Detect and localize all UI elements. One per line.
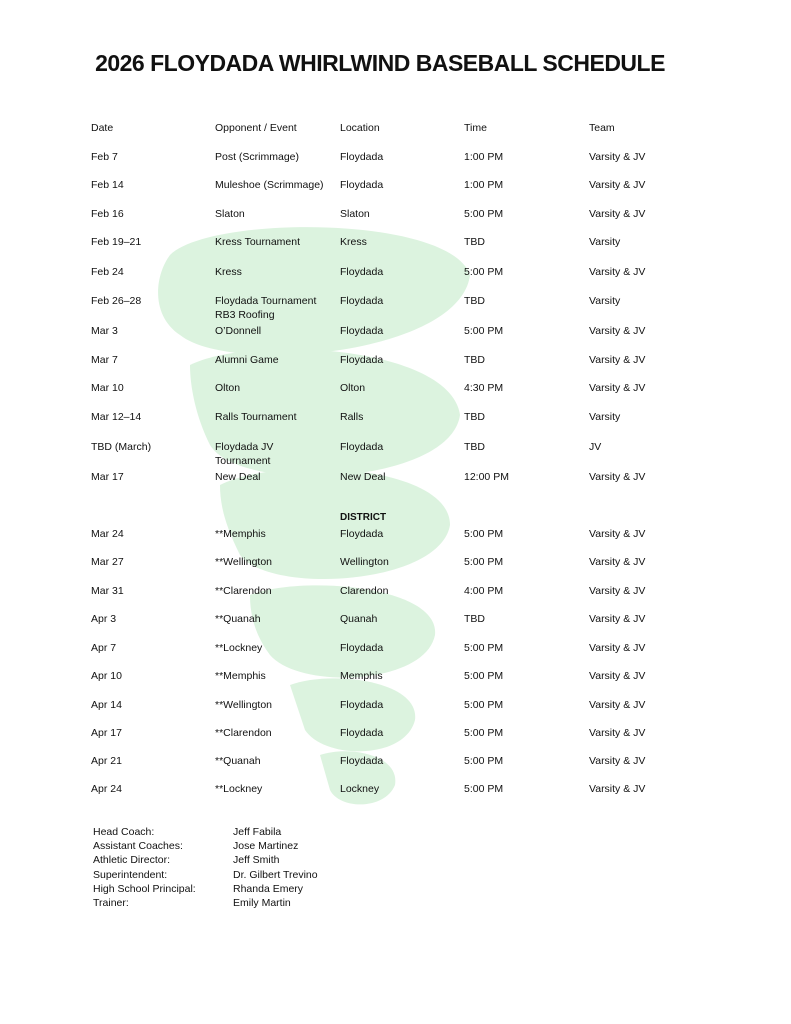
cell-location: Floydada bbox=[340, 151, 384, 163]
cell-team: Varsity & JV bbox=[589, 382, 646, 394]
cell-date: Mar 7 bbox=[91, 354, 118, 366]
cell-team: Varsity & JV bbox=[589, 699, 646, 711]
cell-location: Quanah bbox=[340, 613, 378, 625]
cell-opponent: **Lockney bbox=[215, 783, 263, 795]
cell-location: Clarendon bbox=[340, 585, 389, 597]
cell-opponent: **Memphis bbox=[215, 670, 266, 682]
cell-location: Wellington bbox=[340, 556, 389, 568]
staff-row bbox=[93, 825, 318, 839]
cell-location: Floydada bbox=[340, 295, 384, 307]
header-date: Date bbox=[91, 122, 114, 134]
cell-opponent: **Lockney bbox=[215, 642, 263, 654]
cell-location: Floydada bbox=[340, 642, 384, 654]
staff-role: Superintendent: bbox=[93, 868, 168, 881]
cell-date: Apr 3 bbox=[91, 613, 117, 625]
staff-role: Athletic Director: bbox=[93, 854, 171, 867]
cell-opponent: Kress Tournament bbox=[215, 236, 301, 248]
cell-date: Apr 10 bbox=[91, 670, 122, 682]
cell-team: Varsity & JV bbox=[589, 613, 646, 625]
district-label: DISTRICT bbox=[340, 512, 387, 523]
cell-time: 5:00 PM bbox=[464, 755, 504, 767]
cell-date: TBD (March) bbox=[91, 441, 152, 453]
cell-team: Varsity & JV bbox=[589, 179, 646, 191]
cell-time: TBD bbox=[464, 354, 485, 366]
cell-team: Varsity & JV bbox=[589, 585, 646, 597]
cell-date: Feb 14 bbox=[91, 179, 124, 191]
cell-team: Varsity & JV bbox=[589, 556, 646, 568]
cell-time: 5:00 PM bbox=[464, 783, 504, 795]
cell-opponent: Floydada JV Tournament bbox=[215, 441, 274, 467]
cell-location: Floydada bbox=[340, 441, 384, 453]
cell-time: 1:00 PM bbox=[464, 179, 504, 191]
cell-time: TBD bbox=[464, 411, 485, 423]
cell-location: Floydada bbox=[340, 325, 384, 337]
staff-list bbox=[93, 825, 318, 910]
cell-team: Varsity & JV bbox=[589, 783, 646, 795]
cell-opponent: Muleshoe (Scrimmage) bbox=[215, 179, 324, 191]
staff-name: Rhanda Emery bbox=[233, 882, 304, 895]
cell-date: Mar 27 bbox=[91, 556, 124, 568]
cell-time: 4:00 PM bbox=[464, 585, 504, 597]
staff-row bbox=[93, 896, 318, 910]
staff-row bbox=[93, 853, 318, 867]
cell-location: Floydada bbox=[340, 528, 384, 540]
cell-date: Mar 3 bbox=[91, 325, 118, 337]
cell-opponent: Post (Scrimmage) bbox=[215, 151, 300, 163]
cell-opponent: **Memphis bbox=[215, 528, 266, 540]
cell-location: Floydada bbox=[340, 354, 384, 366]
cell-team: Varsity & JV bbox=[589, 528, 646, 540]
cell-opponent: New Deal bbox=[215, 471, 261, 483]
cell-opponent: Ralls Tournament bbox=[215, 411, 297, 423]
cell-date: Mar 17 bbox=[91, 471, 124, 483]
cell-time: 5:00 PM bbox=[464, 670, 504, 682]
cell-location: New Deal bbox=[340, 471, 386, 483]
cell-team: Varsity & JV bbox=[589, 670, 646, 682]
staff-role: Assistant Coaches: bbox=[93, 840, 183, 853]
cell-location: Kress bbox=[340, 236, 367, 248]
header-location: Location bbox=[340, 122, 380, 134]
cell-time: 5:00 PM bbox=[464, 699, 504, 711]
cell-opponent: Olton bbox=[215, 382, 241, 394]
cell-location: Floydada bbox=[340, 699, 384, 711]
cell-opponent: Floydada Tournament RB3 Roofing bbox=[215, 295, 317, 321]
staff-name: Emily Martin bbox=[233, 897, 291, 910]
cell-location: Floydada bbox=[340, 266, 384, 278]
header-team: Team bbox=[589, 122, 615, 134]
cell-opponent: Kress bbox=[215, 266, 242, 278]
header-time: Time bbox=[464, 122, 487, 134]
cell-team: Varsity & JV bbox=[589, 727, 646, 739]
cell-date: Mar 12–14 bbox=[91, 411, 142, 423]
cell-team: Varsity & JV bbox=[589, 755, 646, 767]
cell-location: Olton bbox=[340, 382, 366, 394]
cell-date: Apr 17 bbox=[91, 727, 122, 739]
cell-date: Feb 7 bbox=[91, 151, 118, 163]
staff-role: Trainer: bbox=[93, 897, 129, 910]
cell-location: Lockney bbox=[340, 783, 380, 795]
staff-role: Head Coach: bbox=[93, 826, 155, 838]
cell-opponent: **Wellington bbox=[215, 699, 273, 711]
cell-time: TBD bbox=[464, 295, 485, 307]
cell-team: Varsity & JV bbox=[589, 151, 646, 163]
cell-date: Apr 24 bbox=[91, 783, 122, 795]
cell-date: Feb 16 bbox=[91, 208, 124, 220]
cell-opponent: Slaton bbox=[215, 208, 245, 220]
staff-row bbox=[93, 882, 318, 896]
cell-time: TBD bbox=[464, 613, 485, 625]
staff-name: Jeff Fabila bbox=[233, 826, 282, 838]
cell-team: Varsity bbox=[589, 411, 621, 423]
cell-location: Floydada bbox=[340, 179, 384, 191]
cell-date: Apr 14 bbox=[91, 699, 122, 711]
cell-date: Apr 21 bbox=[91, 755, 122, 767]
cell-location: Ralls bbox=[340, 411, 364, 423]
cell-date: Apr 7 bbox=[91, 642, 117, 654]
staff-name: Dr. Gilbert Trevino bbox=[233, 868, 318, 881]
staff-row bbox=[93, 868, 318, 882]
cell-time: 1:00 PM bbox=[464, 151, 504, 163]
cell-location: Floydada bbox=[340, 755, 384, 767]
cell-date: Mar 10 bbox=[91, 382, 124, 394]
cell-time: 5:00 PM bbox=[464, 325, 504, 337]
cell-opponent: Alumni Game bbox=[215, 354, 279, 366]
cell-team: Varsity & JV bbox=[589, 266, 646, 278]
cell-opponent: **Wellington bbox=[215, 556, 273, 568]
cell-time: 5:00 PM bbox=[464, 642, 504, 654]
cell-opponent: **Clarendon bbox=[215, 585, 272, 597]
cell-team: Varsity & JV bbox=[589, 642, 646, 654]
cell-opponent: **Clarendon bbox=[215, 727, 272, 739]
cell-date: Mar 31 bbox=[91, 585, 124, 597]
staff-role: High School Principal: bbox=[93, 882, 196, 895]
cell-team: Varsity & JV bbox=[589, 325, 646, 337]
cell-time: 12:00 PM bbox=[464, 471, 509, 483]
cell-opponent: **Quanah bbox=[215, 755, 261, 767]
cell-date: Feb 19–21 bbox=[91, 236, 142, 248]
cell-location: Memphis bbox=[340, 670, 383, 682]
cell-date: Mar 24 bbox=[91, 528, 124, 540]
cell-time: 5:00 PM bbox=[464, 528, 504, 540]
cell-location: Floydada bbox=[340, 727, 384, 739]
cell-time: 5:00 PM bbox=[464, 556, 504, 568]
staff-name: Jose Martinez bbox=[233, 840, 299, 853]
cell-time: 5:00 PM bbox=[464, 727, 504, 739]
cell-team: Varsity bbox=[589, 236, 621, 248]
cell-time: TBD bbox=[464, 236, 485, 248]
cell-time: 5:00 PM bbox=[464, 266, 504, 278]
cell-opponent: **Quanah bbox=[215, 613, 261, 625]
cell-location: Slaton bbox=[340, 208, 370, 220]
cell-team: Varsity & JV bbox=[589, 471, 646, 483]
header-opponent: Opponent / Event bbox=[215, 122, 297, 134]
cell-time: TBD bbox=[464, 441, 485, 453]
cell-date: Feb 26–28 bbox=[91, 295, 142, 307]
cell-team: Varsity & JV bbox=[589, 208, 646, 220]
cell-team: Varsity & JV bbox=[589, 354, 646, 366]
cell-opponent: O’Donnell bbox=[215, 325, 262, 337]
cell-date: Feb 24 bbox=[91, 266, 124, 278]
cell-team: JV bbox=[589, 441, 602, 453]
page-title: 2026 FLOYDADA WHIRLWIND BASEBALL SCHEDULE bbox=[95, 50, 665, 76]
cell-team: Varsity bbox=[589, 295, 621, 307]
cell-time: 4:30 PM bbox=[464, 382, 504, 394]
cell-time: 5:00 PM bbox=[464, 208, 504, 220]
staff-name: Jeff Smith bbox=[233, 854, 280, 867]
staff-row bbox=[93, 839, 318, 853]
